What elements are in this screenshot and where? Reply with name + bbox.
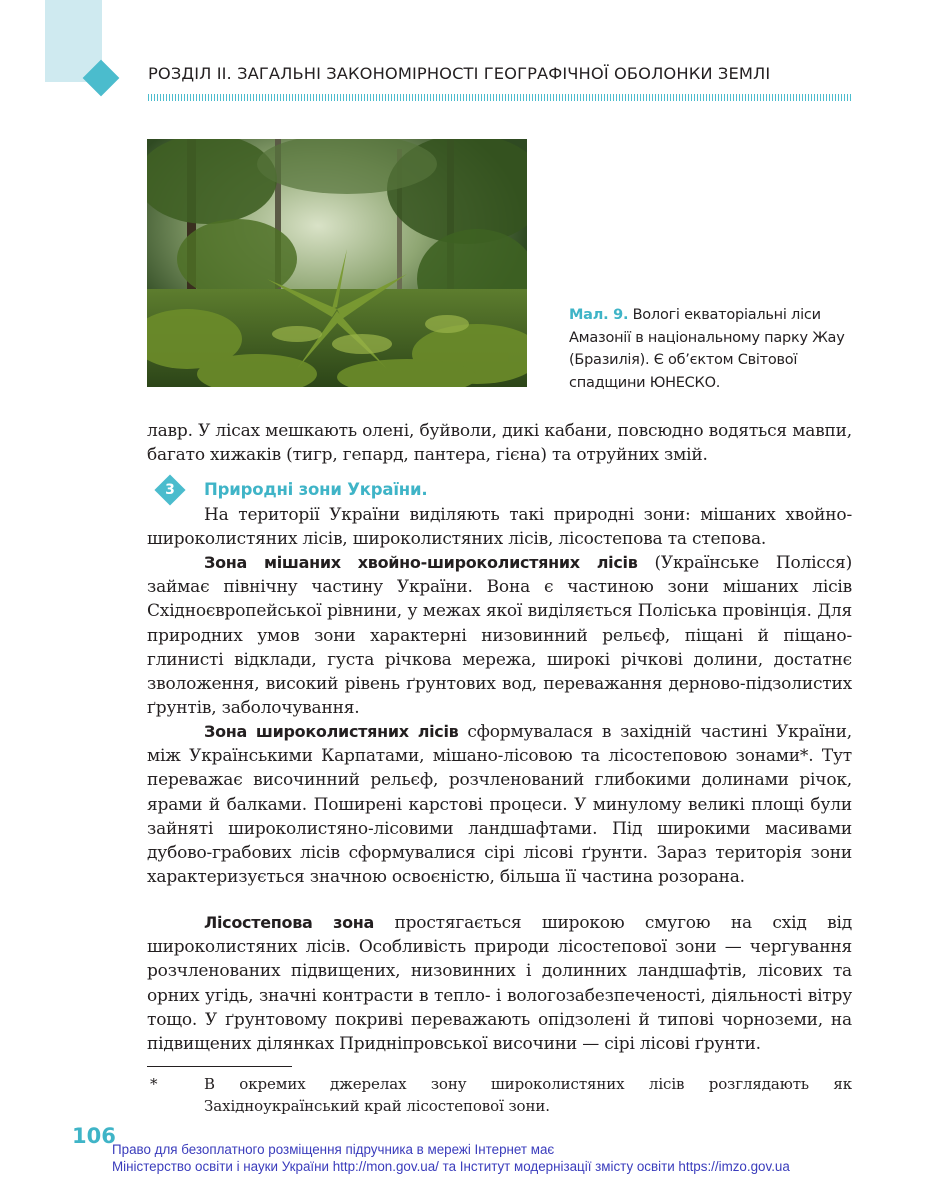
rainforest-photo <box>147 139 527 387</box>
forest-steppe-term: Лісостепова зона <box>204 913 375 932</box>
broadleaf-forest-text: сформувалася в західній частині України, між Українськими Карпатами, мішано-лісовою та лісостеповою зонами*. Тут переважає височинний рельєф, розчленований глибокими долинами річок, ярами й балками. Поширені карстові процеси. У минулому великі площі були зайняті широколистяно-лісовими ландшафтами. Під широкими масивами дубово-грабових лісів сформувалися сірі лісові ґрунти. Зараз територія зони характеризується значною освоєністю, більша її частина розорана. <box>147 722 852 888</box>
intro-paragraph: лавр. У лісах мешкають олені, буйволи, дикі кабани, повсюдно водяться мавпи, багато хижаків (тигр, гепард, пантера, гієна) та отруйних змій. <box>147 421 852 466</box>
mixed-forest-text: (Українське Полісся) займає північну частину України. Вона є частиною зони мішаних лісів Східноєвропейської рівнини, у межах якої виділяється Поліська провінція. Для природних умов зони характерні низовинний рельєф, піщані й піщано-глинисті відклади, густа річкова мережа, широкі річкові долини, достатнє зволоження, високий рівень ґрунтових вод, переважання дерново-підзолистих ґрунтів, заболочування. <box>147 553 852 719</box>
footnote-mark: * <box>150 1075 158 1093</box>
footnote-divider <box>147 1066 292 1067</box>
section-number: 3 <box>165 482 175 498</box>
rainforest-illustration <box>147 139 527 387</box>
section-header-title: РОЗДІЛ ІІ. ЗАГАЛЬНІ ЗАКОНОМІРНОСТІ ГЕОГРАФІЧНОЇ ОБОЛОНКИ ЗЕМЛІ <box>148 64 771 83</box>
figure-label: Мал. 9. <box>569 307 629 323</box>
broadleaf-forest-term: Зона широколистяних лісів <box>204 722 459 741</box>
forest-steppe-paragraph <box>147 911 852 1056</box>
distribution-notice <box>112 1141 912 1175</box>
forest-steppe-text: простягається широкою смугою на схід від широколистяних лісів. Особливість природи лісостепової зони — чергування розчленованих підвищених, низовинних і долинних ландшафтів, лісових та орних угідь, значні контрасти в тепло- і вологозабезпеченості, діяльності вітру тощо. У ґрунтовому покриві переважають опідзолені й типові чорноземи, на підвищених ділянках Придніпровської височини — сірі лісові ґрунти. <box>147 913 852 1055</box>
footnote-text: В окремих джерелах зону широколистяних лісів розглядають як Західноукраїнський край лісостепової зони. <box>204 1075 852 1115</box>
section-intro-paragraph: На території України виділяють такі природні зони: мішаних хвойно-широколистяних лісів, широколистяних лісів, лісостепова та степова. <box>147 505 852 550</box>
page-number: 106 <box>72 1124 116 1148</box>
mixed-forest-paragraph <box>147 551 852 720</box>
notice-line-2: Міністерство освіти і науки України http://mon.gov.ua/ та Інститут модернізації змісту освіти https://imzo.gov.ua <box>112 1159 790 1174</box>
figure-caption-text: Вологі екваторіальні ліси Амазонії в національному парку Жау (Бразилія). Є об’єктом Світової спадщини ЮНЕСКО. <box>569 307 845 392</box>
section-title: Природні зони України. <box>204 480 428 499</box>
notice-line-1: Право для безоплатного розміщення підручника в мережі Інтернет має <box>112 1142 555 1157</box>
broadleaf-forest-paragraph <box>147 720 852 889</box>
figure-caption <box>569 304 869 395</box>
mixed-forest-term: Зона мішаних хвойно-широколистяних лісів <box>204 553 638 572</box>
header-dotted-rule <box>148 94 851 101</box>
